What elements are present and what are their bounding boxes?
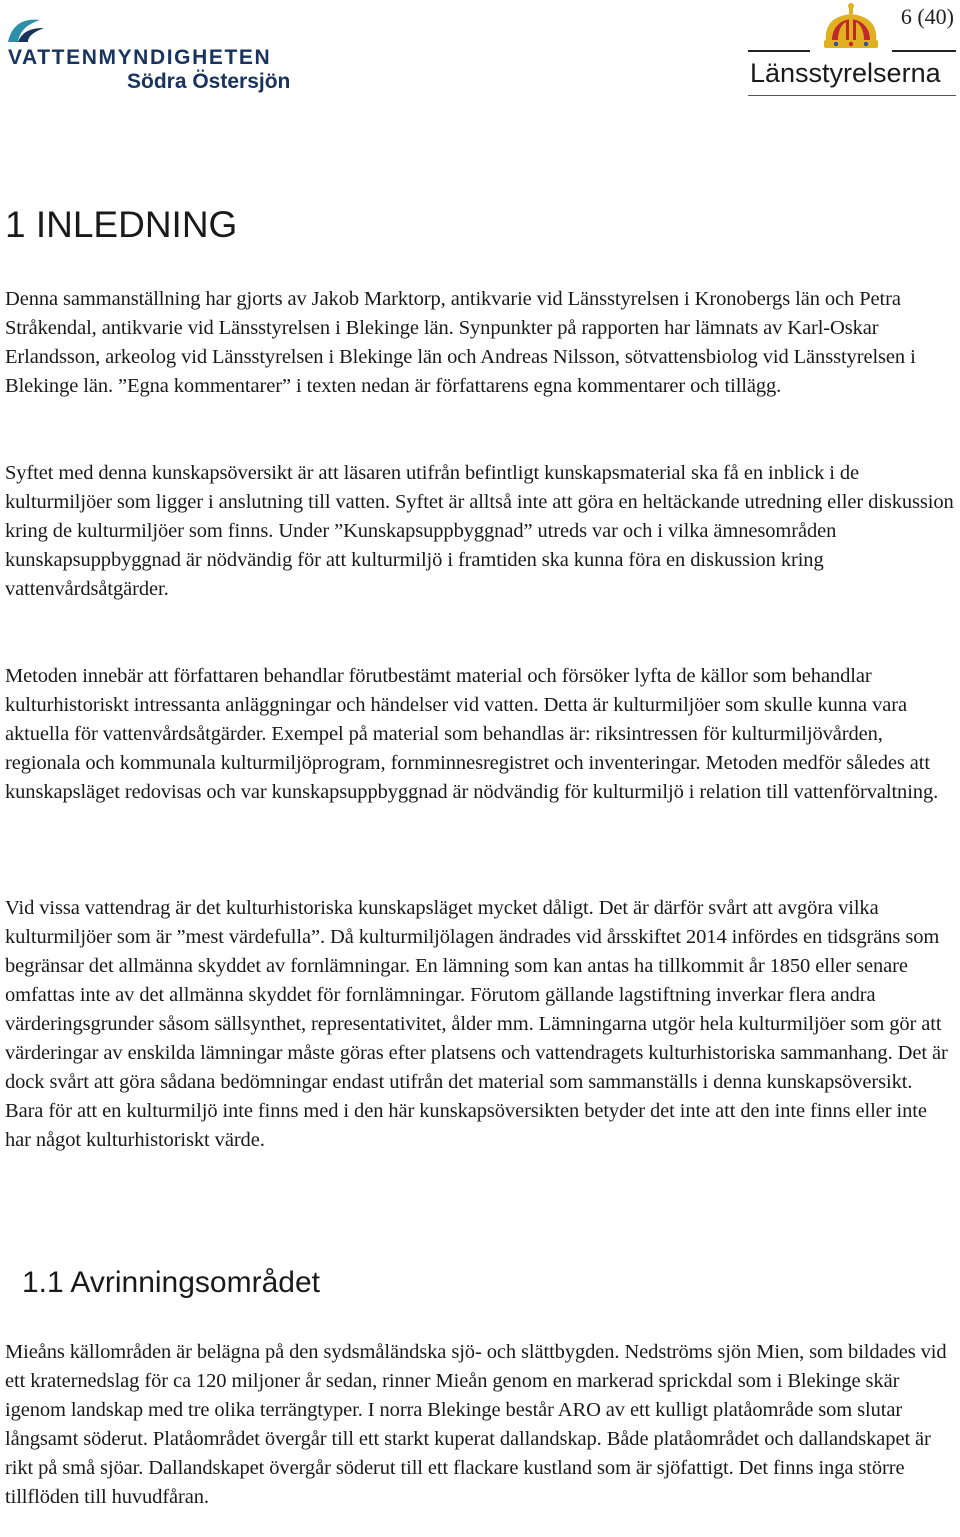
water-wave-icon [6, 16, 46, 46]
intro-paragraph-2: Syftet med denna kunskapsöversikt är att läsaren utifrån befintligt kunskapsmaterial ska få en inblick i de kulturmiljöer som ligger i anslutning till vatten. Syftet är alltså inte att göra en heltäckande utredning eller diskussion kring de kulturmiljöer som finns. Under ”Kunskapsuppbyggnad” utreds var och i vilka ämnesområden kunskapsuppbyggnad är nödvändig för att kulturmiljö i framtiden ska kunna föra en diskussion kring vattenvårdsåtgärder. [5, 462, 954, 600]
intro-paragraph-1: Denna sammanställning har gjorts av Jakob Marktorp, antikvarie vid Länsstyrelsen i Kronobergs län och Petra Stråkendal, antikvarie vid Länsstyrelsen i Blekinge län. Synpunkter på rapporten har lämnats av Karl-Oskar Erlandsson, arkeolog vid Länsstyrelsen i Blekinge län och Andreas Nilsson, sötvattensbiolog vid Länsstyrelsen i Blekinge län. ”Egna kommentarer” i texten nedan är författarens egna kommentarer och tillägg. [5, 288, 916, 397]
vattenmyndigheten-subtitle: Södra Östersjön [127, 70, 291, 93]
intro-paragraph-3: Metoden innebär att författaren behandlar förutbestämt material och försöker lyfta de källor som behandlar kulturhistoriskt intressanta anläggningar och händelser vid vatten. Detta är kulturmiljöer som skulle kunna vara aktuella för vattenvårdsåtgärder. Exempel på material som behandlas är: riksintressen för kulturmiljövården, regionala och kommunala kulturmiljöprogram, fornminnesregistret och inventeringar. Metoden medför således att kunskapsläget redovisas och var kunskapsuppbyggnad är nödvändig för kulturmiljö i relation till vattenförvaltning. [5, 665, 939, 803]
logo-rule-bottom [748, 95, 956, 96]
lansstyrelserna-logo [748, 0, 958, 100]
page-header [0, 0, 960, 110]
vattenmyndigheten-logo [6, 16, 296, 96]
intro-paragraph-4: Vid vissa vattendrag är det kulturhistoriska kunskapsläget mycket dåligt. Det är därför svårt att avgöra vilka kulturmiljöer som är ”mest värdefulla”. Då kulturmiljölagen ändrades vid årsskiftet 2014 infördes en tidsgräns som begränsar det allmänna skyddet av fornlämningar. En lämning som kan antas ha tillkommit år 1850 eller senare omfattas inte av det allmänna skyddet för fornlämningar. Förutom gällande lagstiftning inverkar flera andra värderingsgrunder såsom sällsynthet, representativitet, ålder mm. Lämningarna utgör hela kulturmiljöer som gör att värderingar av enskilda lämningar måste göras efter platsens och vattendragets kulturhistoriska sammanhang. Det är dock svårt att göra sådana bedömningar endast utifrån det material som sammanställs i denna kunskapsöversikt. Bara för att en kulturmiljö inte finns med i den här kunskapsöversikten betyder det inte att den inte finns eller inte har något kulturhistoriskt värde. [5, 897, 948, 1151]
logo-rule-right [892, 50, 956, 52]
logo-rule-left [748, 50, 810, 52]
lansstyrelserna-name: Länsstyrelserna [750, 58, 941, 88]
section-paragraph-1: Mieåns källområden är belägna på den sydsmåländska sjö- och slättbygden. Nedströms sjön Mien, som bildades vid ett kraternedslag för ca 120 miljoner år sedan, rinner Mieån genom en markerad sprickdal som i Blekinge skär igenom landskap med tre olika terrängtyper. I norra Blekinge består ARO av ett kulligt platåområde som slutar långsamt söderut. Platåområdet övergår till ett starkt kuperat dallandskap. Både platåområdet och dallandskapet är rikt på små sjöar. Dallandskapet övergår söderut till ett flackare kustland som är sjöfattigt. Det finns inga större tillflöden till huvudfåran. [5, 1341, 947, 1508]
chapter-heading: 1 INLEDNING [5, 204, 238, 245]
section-heading: 1.1 Avrinningsområdet [22, 1266, 320, 1299]
page-number: 6 (40) [900, 4, 954, 29]
crown-icon [818, 2, 884, 52]
vattenmyndigheten-name: VATTENMYNDIGHETEN [8, 46, 272, 69]
